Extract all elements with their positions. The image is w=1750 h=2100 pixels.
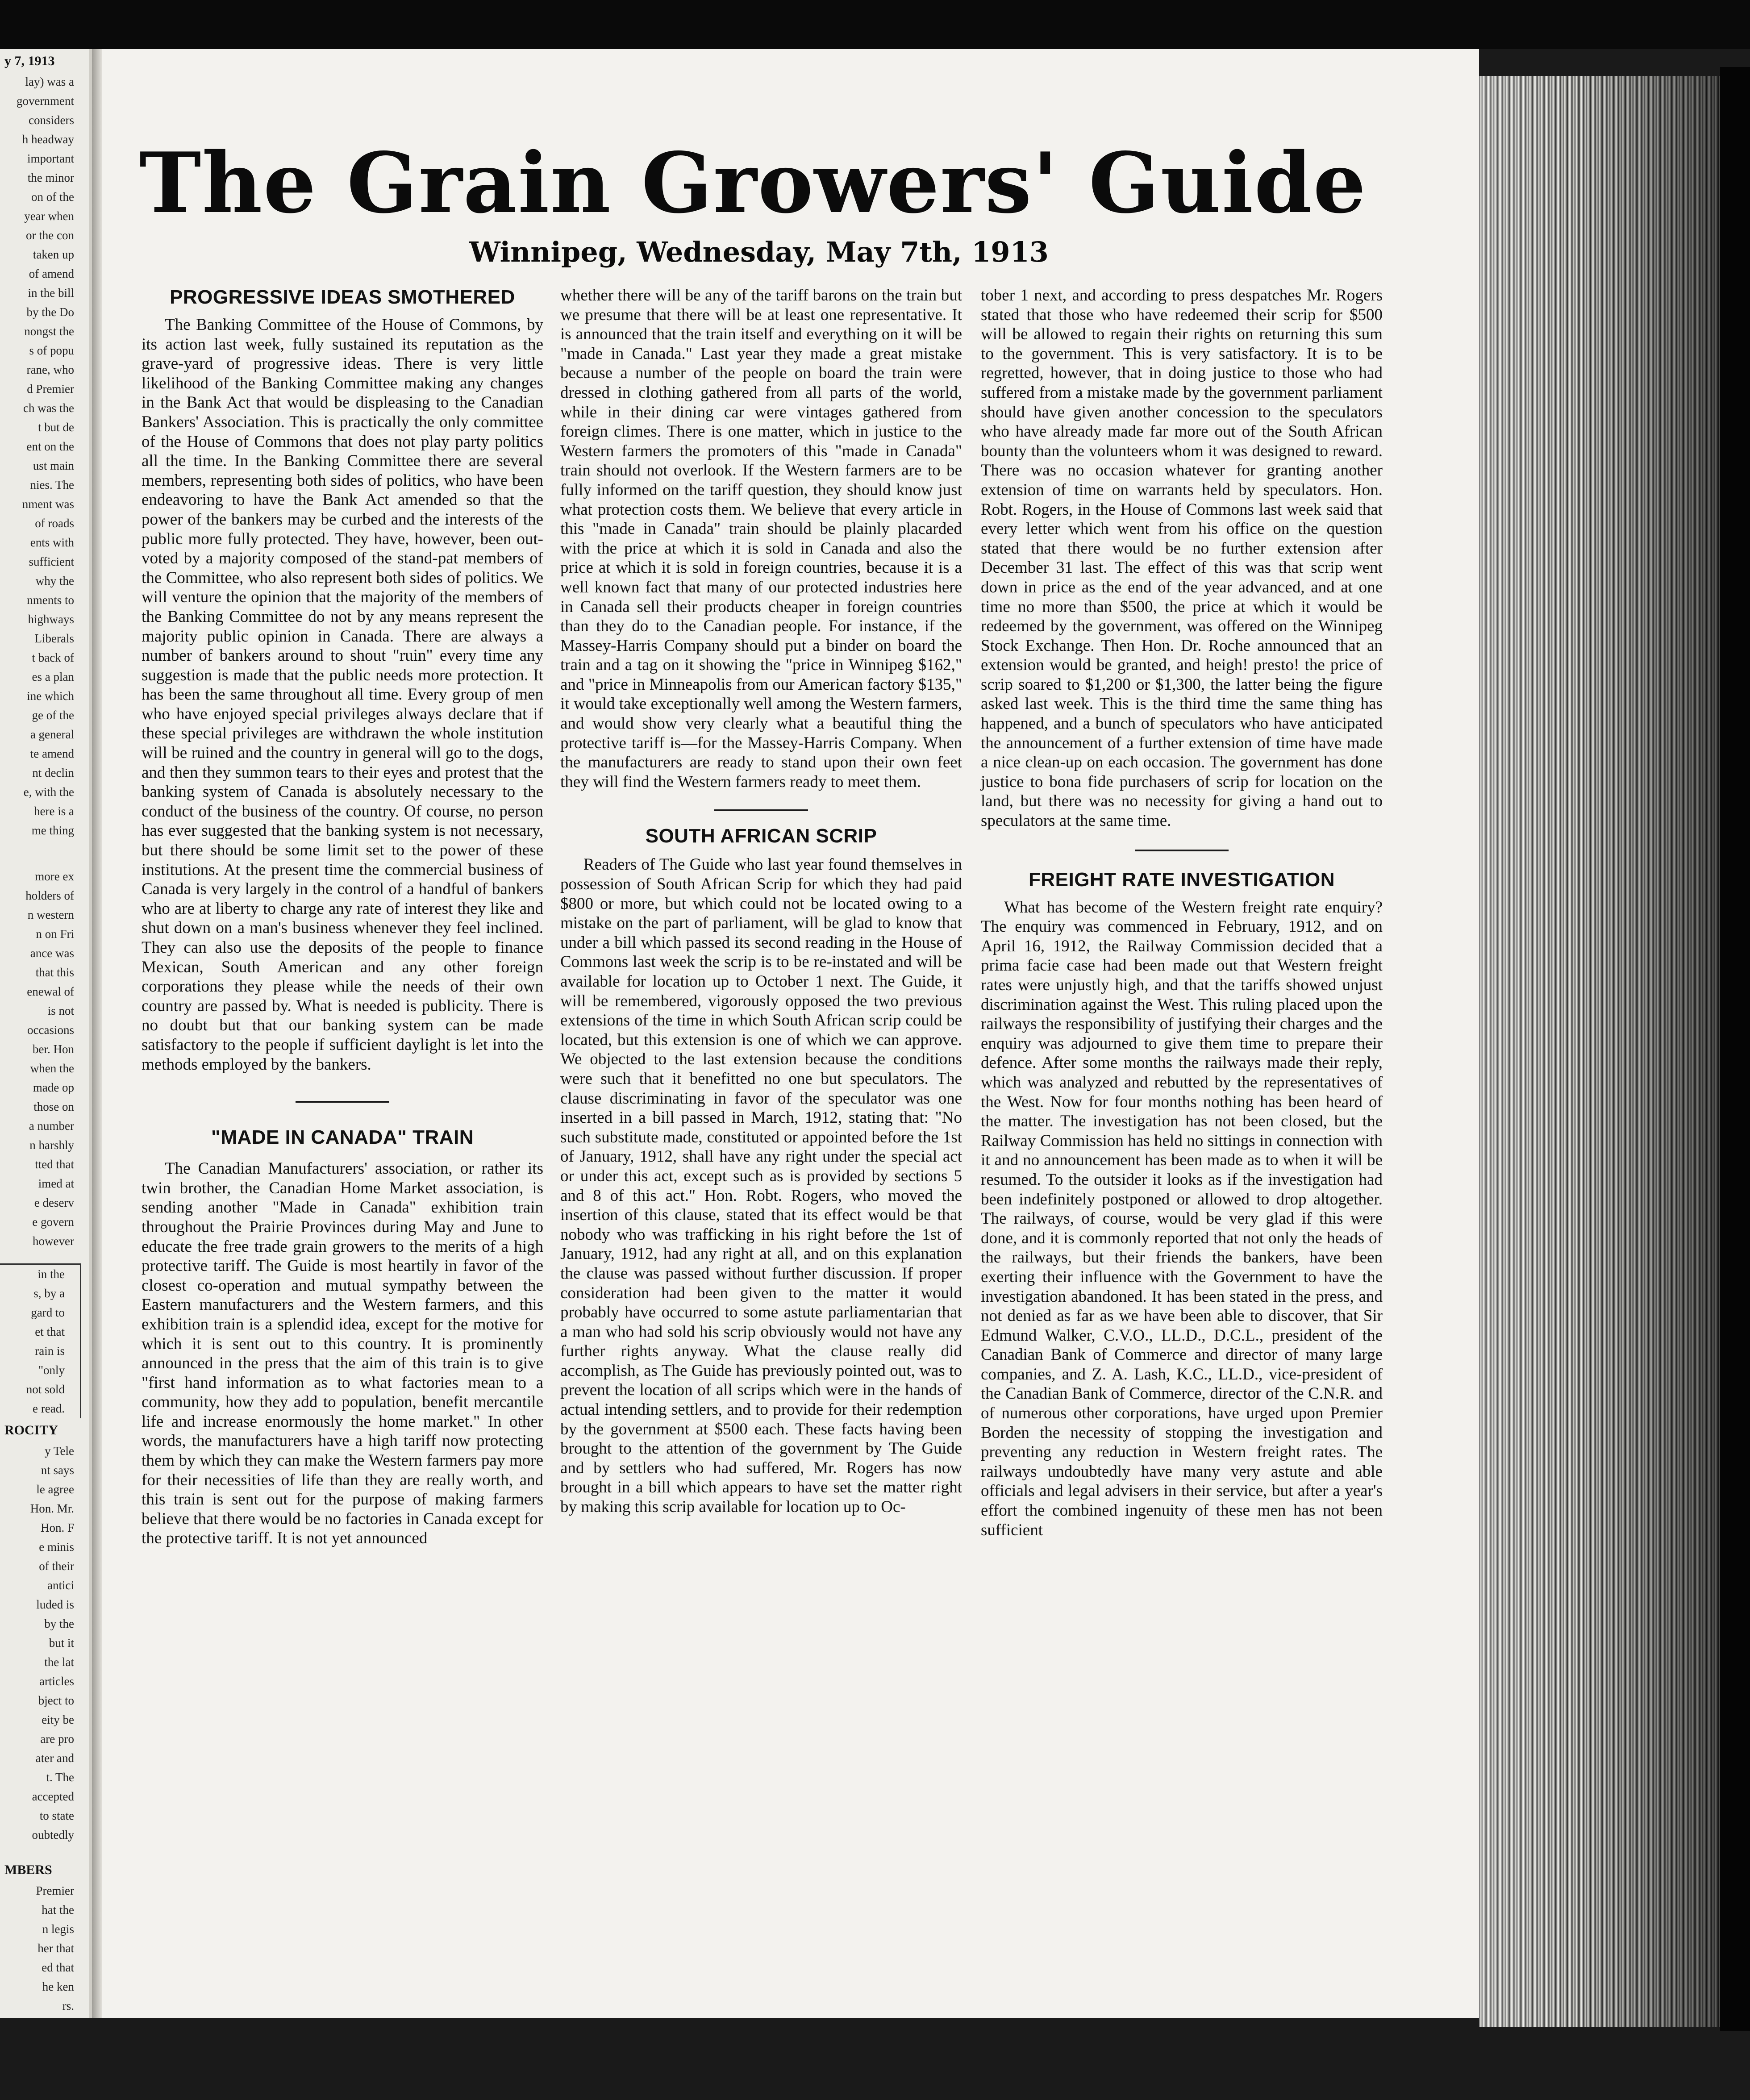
- previous-page-text-fragment: hat the: [42, 1903, 74, 1917]
- previous-page-text-fragment: e, with the: [23, 785, 74, 799]
- previous-page-section-header-2: MBERS: [4, 1862, 52, 1877]
- previous-page-text-fragment: the lat: [44, 1655, 74, 1669]
- previous-page-text-fragment: why the: [35, 574, 74, 588]
- previous-page-text-fragment: nment was: [22, 497, 74, 511]
- previous-page-text-fragment: lay) was a: [25, 75, 74, 88]
- previous-page-text-fragment: holders of: [25, 889, 74, 902]
- previous-page-text-fragment: of amend: [29, 267, 74, 280]
- previous-page-text-fragment: is not: [47, 1004, 74, 1017]
- previous-page-text-fragment: le agree: [36, 1483, 74, 1496]
- previous-page-text-fragment: nt says: [41, 1463, 74, 1477]
- previous-page-text-fragment: ent on the: [26, 440, 74, 453]
- previous-page-text-fragment: Hon. Mr.: [30, 1502, 74, 1515]
- previous-page-text-fragment: s, by a: [33, 1287, 65, 1300]
- previous-page-text-fragment: nies. The: [30, 478, 74, 492]
- previous-page-text-fragment: government: [17, 94, 74, 108]
- article-freight-rate-body: What has become of the Western freight rate enquiry? The enquiry was commenced in February, 1912, and on April 16, 1912, the Railway Commission decided that a prima facie case had been made out that Western freight rates were unjustly high, and that the tariffs showed unjust discrimination against the West. This ruling placed upon the railways the responsibility of justifying their charges and the enquiry was adjourned to give them time to prepare their defence. After some months the railways made their reply, which was analyzed and rebutted by the representatives of the West. Now for four months nothing has been heard of the matter. The investigation has not been closed, but the Railway Commission has held no sittings in connection with it and no announcement has been made as to when it will be resumed. To the outsider it looks as if the investigation had been indefinitely postponed or allowed to drop altogether. The railways, of course, would be very glad if this were done, and it is commonly reported that not only the heads of the railways, but their friends the bankers, have been exerting their influence with the Government to have the investigation abandoned. It has been stated in the press, and not denied as far as we have been able to discover, that Sir Edmund Walker, C.V.O., LL.D., D.C.L., president of the Canadian Bank of Commerce and director of many large companies, and Z. A. Lash, K.C., LL.D., vice-president of the Canadian Bank of Commerce, director of the C.N.R. and of numerous other corporations, have urged upon Premier Borden the necessity of stopping the investigation and preventing any reduction in Western freight rates. The railways undoubtedly have many very astute and able officials and legal advisers in their service, but after a year's effort the combined ingenuity of these men has not been sufficient: [981, 898, 1383, 1539]
- book-page-edges: [1479, 76, 1720, 2027]
- previous-page-text-fragment: et that: [35, 1325, 65, 1338]
- previous-page-text-fragment: n western: [27, 908, 74, 921]
- masthead-dateline: Winnipeg, Wednesday, May 7th, 1913: [469, 236, 1049, 268]
- previous-page-text-fragment: ine which: [27, 689, 74, 703]
- previous-page-text-fragment: that this: [35, 966, 74, 979]
- previous-page-text-fragment: a number: [29, 1119, 74, 1133]
- previous-page-text-fragment: Hon. F: [40, 1521, 74, 1534]
- article-south-african-scrip-body-2: tober 1 next, and according to press despatches Mr. Rogers stated that those who have redeemed their scrip for $500 will be allowed to regain their rights on returning this sum to the government. This is very satisfactory. It is to be regretted, however, that in doing justice to those who had suffered from a mistake made by the government parliament should have given another concession to the speculators who have already made far more out of the South African bounty than the volunteers whom it was designed to reward. There was no occasion whatever for granting another extension of time on warrants held by speculators. Hon. Robt. Rogers, in the House of Commons last week said that every letter which went from his office on the question stated that there would be no further extension after December 31 last. The effect of this was that scrip went down in price as the end of the year advanced, and at one time no more than $500, the price at which it would be redeemed by the government, was offered on the Winnipeg Stock Exchange. Then Hon. Dr. Roche announced that an extension would be granted, and heigh! presto! the price of scrip soared to $1,200 or $1,300, the latter being the figure asked last week. This is the third time the same thing has happened, and a bunch of speculators who have anticipated the announcement of a further extension of time have made a nice clean-up on each occasion. The government has done justice to bona fide purchasers of scrip for location on the land, but there was no necessity for giving a hand out to speculators at the same time.: [981, 286, 1383, 830]
- previous-page-text-fragment: in the bill: [28, 286, 74, 300]
- previous-page-text-fragment: rane, who: [26, 363, 74, 376]
- previous-page-text-fragment: "only: [38, 1363, 65, 1377]
- previous-page-text-fragment: a general: [30, 728, 74, 741]
- previous-page-text-fragment: rs.: [62, 1999, 74, 2012]
- previous-page-text-fragment: or the con: [26, 229, 74, 242]
- previous-page-text-fragment: he ken: [42, 1980, 74, 1993]
- previous-page-text-fragment: occasions: [27, 1023, 74, 1037]
- previous-page-text-fragment: accepted: [32, 1790, 74, 1803]
- previous-page-text-fragment: sufficient: [29, 555, 74, 568]
- previous-page-text-fragment: es a plan: [32, 670, 74, 683]
- previous-page-text-fragment: e read.: [33, 1402, 65, 1415]
- previous-page-text-fragment: ch was the: [23, 401, 74, 415]
- article-progressive-ideas-body: The Banking Committee of the House of Commons, by its action last week, fully sustained its reputation as the grave-yard of progressive ideas. There is very little likelihood of the Banking Committee making any changes in the Bank Act that would be displeasing to the Canadian Bankers' Association. This is practically the only committee of the House of Commons that does not play party politics all the time. In the Banking Committee there are several members, representing both sides of politics, who have been endeavoring to have the Bank Act amended so that the power of the bankers may be curbed and the interests of the public more fully protected. They have, however, been out-voted by a majority composed of the stand-pat members of the Committee, who also represent both sides of politics. We will venture the opinion that the majority of the members of the Banking Committee do not by any means represent the majority public opinion in Canada. There are always a number of bankers around to shout "ruin" every time any suggestion is made that the public needs more protection. It has been the same throughout all time. Every group of men who have enjoyed special privileges always declare that if these special privileges are withdrawn the whole institution will be ruined and the country in general will go to the dogs, and then they summon tears to their eyes and protest that the banking system of Canada is absolutely necessary to the conduct of the business of the country. Of course, no person has ever suggested that the banking system is not necessary, but there should be some limit set to the power of these institutions. At the present time the commercial business of Canada is very largely in the control of a handful of bankers who are at liberty to charge any rate of interest they like and shut down on a man's business whenever they feel inclined. They can also use the deposits of the people to finance Mexican, South American and any other foreign corporations they please while the needs of their own country are passed by. What is needed is publicity. There is no doubt but that our banking system can be made satisfactory to the people if sufficient daylight is let into the methods employed by the bankers.: [142, 316, 543, 1074]
- previous-page-text-fragment: rain is: [35, 1344, 65, 1358]
- previous-page-edge: [0, 49, 92, 2018]
- previous-page-text-fragment: s of popu: [29, 344, 74, 357]
- previous-page-text-fragment: her that: [38, 1942, 74, 1955]
- previous-page-text-fragment: ance was: [30, 946, 74, 960]
- column-2: [560, 286, 962, 1517]
- previous-page-text-fragment: the minor: [27, 171, 74, 184]
- previous-page-fragments-d: [0, 1442, 89, 1845]
- previous-page-text-fragment: ed that: [42, 1961, 74, 1974]
- previous-page-text-fragment: are pro: [40, 1732, 74, 1746]
- previous-page-text-fragment: here is a: [34, 804, 74, 818]
- previous-page-text-fragment: ents with: [30, 536, 74, 549]
- previous-page-text-fragment: e deserv: [34, 1196, 74, 1209]
- previous-page-section-header: ROCITY: [4, 1423, 58, 1438]
- previous-page-text-fragment: made op: [33, 1081, 74, 1094]
- previous-page-fragments-a: [0, 72, 89, 840]
- previous-page-header: y 7, 1913: [4, 54, 55, 68]
- previous-page-text-fragment: gard to: [31, 1306, 65, 1319]
- previous-page-text-fragment: considers: [29, 113, 74, 127]
- previous-page-text-fragment: n legis: [42, 1922, 74, 1936]
- previous-page-text-fragment: Liberals: [34, 632, 74, 645]
- article-made-in-canada-body-1: The Canadian Manufacturers' association, or rather its twin brother, the Canadian Home Market association, is sending another "Made in Canada" exhibition train throughout the Prairie Provinces during May and June to educate the free trade grain growers to the merits of a high protective tariff. The Guide is most heartily in favor of the closest co-operation and mutual sympathy between the Eastern manufacturers and the Western farmers, and this exhibition train is a splendid idea, except for the motive for which it is sent out to this country. It is prominently announced in the press that the aim of this train is to give "first hand information as to what factories mean to a community, how they add to population, benefit mercantile life and increase enormously the home market." In other words, the manufacturers have a high tariff now protecting them by which they can make the Western farmers pay more for their necessities of life than they are really worth, and this train is sent out for the purpose of making farmers believe that there would be no factories in Canada except for the protective tariff. It is not yet announced: [142, 1159, 543, 1548]
- previous-page-text-fragment: tted that: [35, 1158, 74, 1171]
- previous-page-text-fragment: me thing: [31, 824, 74, 837]
- previous-page-text-fragment: ust main: [33, 459, 74, 472]
- previous-page-text-fragment: highways: [28, 612, 74, 626]
- previous-page-text-fragment: oubtedly: [32, 1828, 74, 1842]
- previous-page-fragments-e: [0, 1881, 89, 2016]
- previous-page-text-fragment: when the: [30, 1062, 74, 1075]
- previous-page-text-fragment: on of the: [31, 190, 74, 204]
- previous-page-text-fragment: however: [33, 1234, 74, 1248]
- column-3: [981, 286, 1383, 1540]
- previous-page-text-fragment: to state: [39, 1809, 74, 1822]
- previous-page-text-fragment: nt declin: [32, 766, 74, 779]
- previous-page-text-fragment: enewal of: [27, 985, 74, 998]
- previous-page-text-fragment: y Tele: [45, 1444, 74, 1458]
- previous-page-text-fragment: ater and: [35, 1751, 74, 1765]
- previous-page-text-fragment: important: [27, 152, 74, 165]
- previous-page-text-fragment: e minis: [39, 1540, 74, 1554]
- previous-page-text-fragment: luded is: [36, 1598, 74, 1611]
- previous-page-fragments-c: [0, 1265, 80, 1418]
- previous-page-text-fragment: nments to: [27, 593, 74, 607]
- book-gutter: [92, 49, 102, 2018]
- previous-page-text-fragment: taken up: [33, 248, 74, 261]
- headline-made-in-canada: "MADE IN CANADA" TRAIN: [211, 1126, 474, 1149]
- previous-page-text-fragment: in the: [38, 1267, 65, 1281]
- headline-south-african-scrip: SOUTH AFRICAN SCRIP: [645, 825, 877, 847]
- headline-progressive-ideas: PROGRESSIVE IDEAS SMOTHERED: [170, 286, 515, 308]
- previous-page-text-fragment: of roads: [35, 517, 74, 530]
- previous-page-text-fragment: t back of: [32, 651, 74, 664]
- previous-page-text-fragment: bject to: [38, 1694, 74, 1707]
- previous-page-fragments-b: [0, 867, 89, 1251]
- previous-page-text-fragment: imed at: [38, 1177, 74, 1190]
- previous-page-text-fragment: antici: [47, 1579, 74, 1592]
- article-south-african-scrip-body-1: Readers of The Guide who last year found themselves in possession of South African Scrip for which they had paid $800 or more, but which could not be located owing to a mistake on the part of parliament, will be glad to know that under a bill which passed its second reading in the House of Commons last week the scrip is to be re-instated and will be available for location up to October 1 next. The Guide, it will be remembered, vigorously opposed the two previous extensions of the time in which South African scrip could be located, but this extension is one of which we can approve. We objected to the last extension because the conditions were such that it benefitted no one but speculators. The clause discriminating in favor of the speculator was one inserted in a bill passed in March, 1912, stating that: "No such substitute made, constituted or appointed before the 1st of January, 1912, shall have any right under the special act or under this act, except such as is provided by sections 5 and 8 of this act." Hon. Robt. Rogers, who moved the insertion of this clause, stated that its effect would be that nobody who was trafficking in his right before the 1st of January, 1912, had any right at all, and on this explanation the clause was passed without further discussion. If proper consideration had been given to the matter it would probably have occurred to some astute parliamentarian that a man who had sold his scrip obviously would not have any further rights anyway. What the clause really did accomplish, as The Guide has previously pointed out, was to prevent the location of all scrips which were in the hands of actual intending settlers, and to provide for their redemption by the government at $500 each. These facts having been brought to the attention of the government by The Guide and by settlers who had suffered, Mr. Rogers has now brought in a bill which appears to have set the matter right by making this scrip available for location up to Oc-: [560, 855, 962, 1517]
- previous-page-text-fragment: nongst the: [24, 325, 74, 338]
- previous-page-text-fragment: t. The: [46, 1771, 74, 1784]
- previous-page-text-fragment: ber. Hon: [33, 1042, 74, 1056]
- previous-page-text-fragment: Premier: [36, 1884, 74, 1897]
- previous-page-text-fragment: eity be: [42, 1713, 74, 1726]
- previous-page-text-fragment: n harshly: [29, 1138, 74, 1152]
- previous-page-text-fragment: of their: [39, 1559, 74, 1573]
- previous-page-text-fragment: e govern: [32, 1215, 74, 1229]
- previous-page-box: [0, 1263, 81, 1418]
- headline-freight-rate: FREIGHT RATE INVESTIGATION: [1028, 868, 1335, 891]
- previous-page-text-fragment: t but de: [38, 421, 74, 434]
- previous-page-text-fragment: te amend: [30, 747, 74, 760]
- previous-page-text-fragment: n on Fri: [36, 927, 74, 941]
- masthead-title: The Grain Growers' Guide: [139, 134, 1367, 232]
- previous-page-text-fragment: ge of the: [32, 708, 74, 722]
- previous-page-text-fragment: but it: [49, 1636, 74, 1650]
- previous-page-text-fragment: more ex: [35, 870, 74, 883]
- previous-page-text-fragment: h headway: [22, 133, 74, 146]
- article-made-in-canada-body-2: whether there will be any of the tariff barons on the train but we presume that there will be at least one representative. It is announced that the train itself and everything on it will be "made in Canada." Last year they made a great mistake because a number of the people on board the train were dressed in clothing gathered from all parts of the world, while in their dining car were vintages gathered from foreign climes. There is one matter, which in justice to the Western farmers the promoters of this "made in Canada" train should not overlook. If the Western farmers are to be fully informed on the tariff question, they should know just what protection costs them. We believe that every article in this "made in Canada" train should be plainly placarded with the price at which it is sold in Canada and also the price at which it is sold in foreign countries, because it is a well known fact that many of our protected industries here in Canada sell their products cheaper in foreign countries than they do to the Canadian people. For instance, if the Massey-Harris Company should put a binder on board the train and a tag on it showing the "price in Winnipeg $162," and "price in Minneapolis from our American factory $135," it would take exceptionally well among the Western farmers, and would show very clearly what a beautiful thing the protective tariff is—for the Massey-Harris Company. When the manufacturers are ready to stand upon their own feet they will find the Western farmers ready to meet them.: [560, 286, 962, 791]
- column-1: [142, 286, 543, 1548]
- previous-page-text-fragment: articles: [39, 1675, 74, 1688]
- previous-page-text-fragment: by the Do: [26, 305, 74, 319]
- previous-page-text-fragment: not sold: [26, 1383, 65, 1396]
- previous-page-text-fragment: d Premier: [27, 382, 74, 396]
- book-spine-shadow: [1720, 67, 1750, 2031]
- previous-page-text-fragment: those on: [33, 1100, 74, 1113]
- previous-page-text-fragment: by the: [44, 1617, 74, 1630]
- previous-page-text-fragment: year when: [24, 209, 74, 223]
